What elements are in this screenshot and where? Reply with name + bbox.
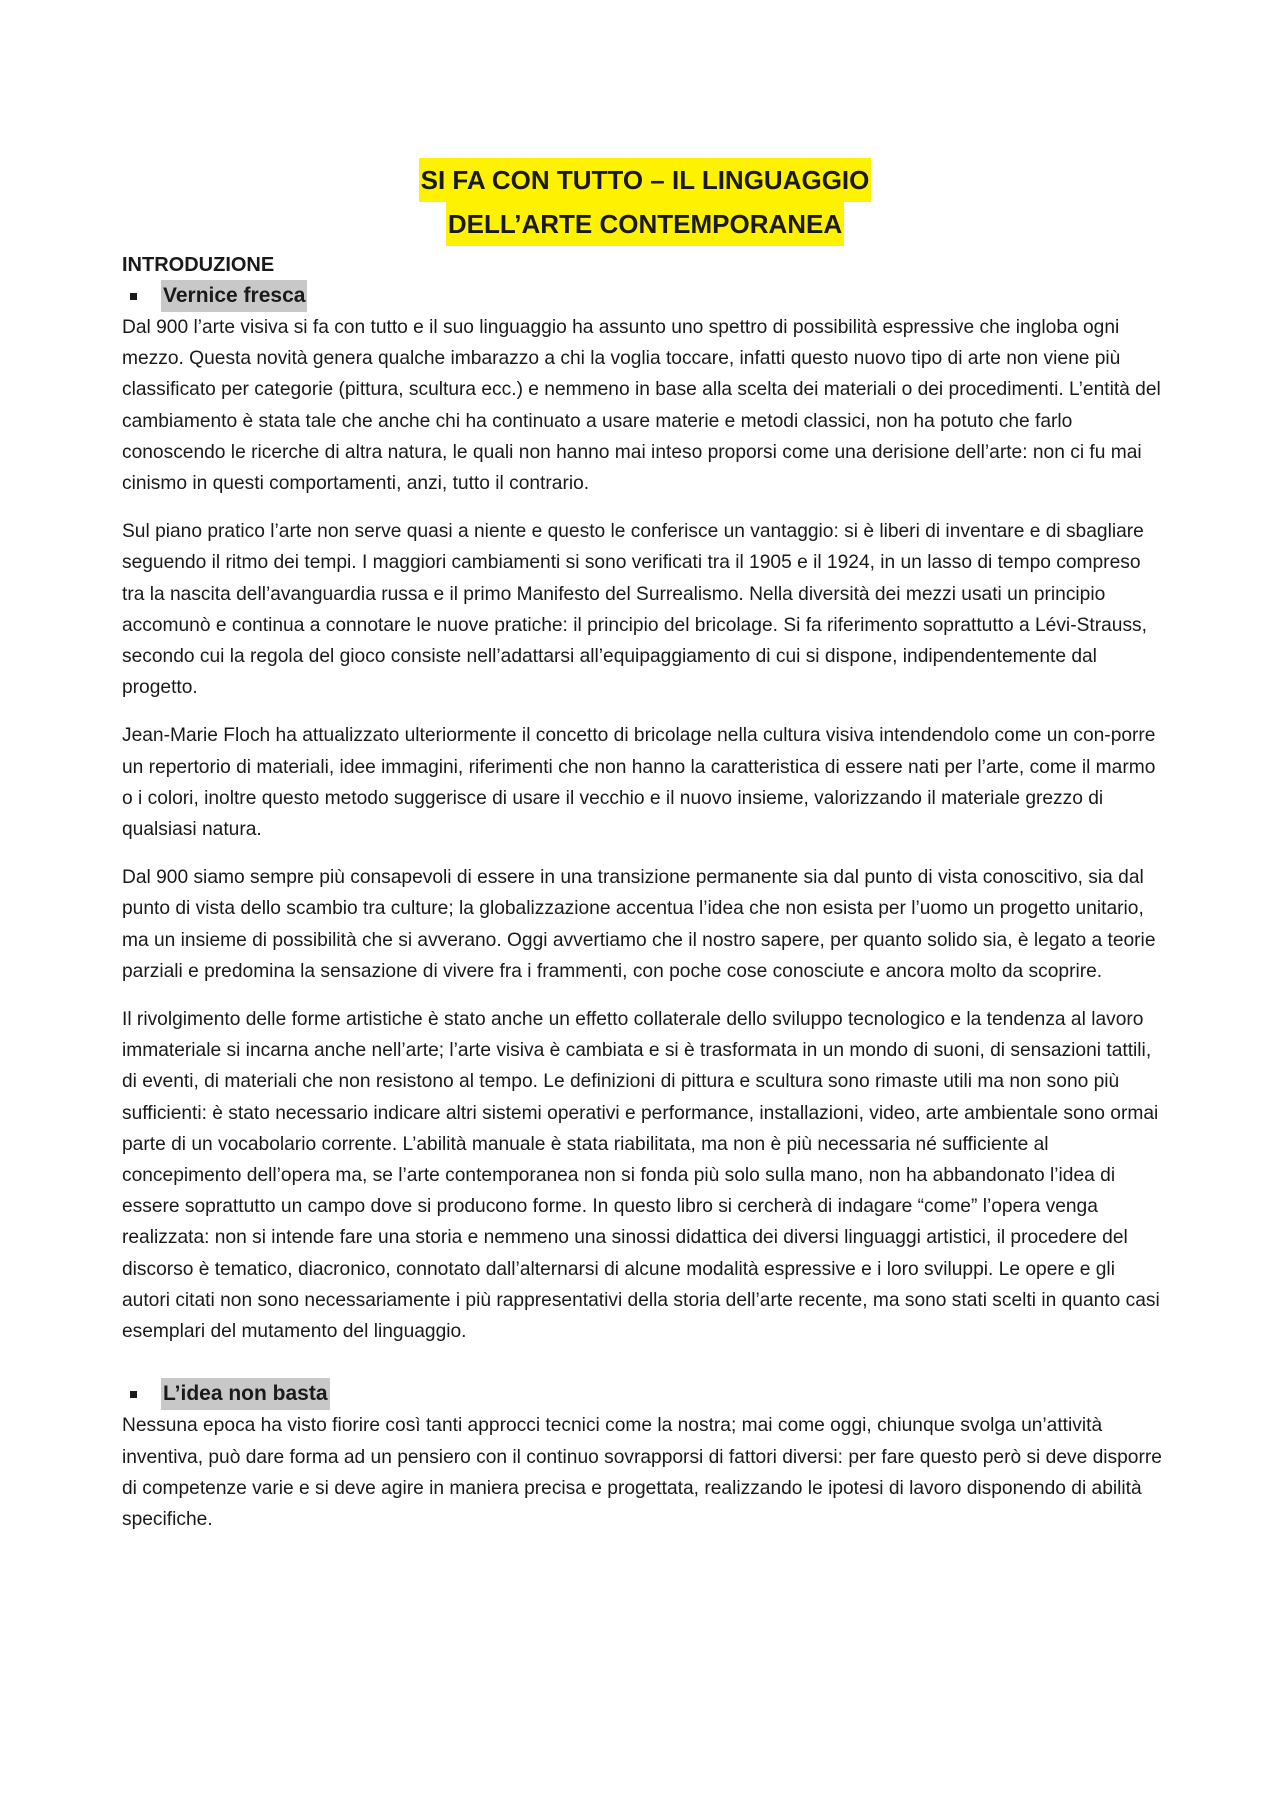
paragraph: Nessuna epoca ha visto fiorire così tanti approcci tecnici come la nostra; mai come oggi, chiunque svolga un’attività inventiva, può dare forma ad un pensiero con il continuo sovrapporsi di fattori diversi: per fare questo però si deve disporre di competenze varie e si deve agire in maniera precisa e progettata, realizzando le ipotesi di lavoro disponendo di abilità specifiche. xyxy=(122,1415,1162,1530)
square-bullet-icon xyxy=(130,293,137,300)
bullet-heading-label: Vernice fresca xyxy=(161,280,307,312)
paragraph: Jean-Marie Floch ha attualizzato ulteriormente il concetto di bricolage nella cultura visiva intendendolo come un con-porre un repertorio di materiali, idee immagini, riferimenti che non hanno la caratteristica di essere nati per l’arte, come il marmo o i colori, inoltre questo metodo suggerisce di usare il vecchio e il nuovo insieme, valorizzando il materiale grezzo di qualsiasi natura. xyxy=(122,725,1156,841)
bullet-heading-idea-non-basta xyxy=(122,1378,1168,1410)
document-page xyxy=(122,158,1168,1552)
bullet-heading-label: L’idea non basta xyxy=(161,1378,330,1410)
paragraph: Dal 900 l’arte visiva si fa con tutto e il suo linguaggio ha assunto uno spettro di possibilità espressive che ingloba ogni mezzo. Questa novità genera qualche imbarazzo a chi la voglia toccare, infatti questo nuovo tipo di arte non viene più classificato per categorie (pittura, scultura ecc.) e nemmeno in base alla scelta dei materiali o dei procedimenti. L’entità del cambiamento è stata tale che anche chi ha continuato a usare materie e metodi classici, non ha potuto che farlo conoscendo le ricerche di altra natura, le quali non hanno mai inteso proporsi come una derisione dell’arte: non ci fu mai cinismo in questi comportamenti, anzi, tutto il contrario. xyxy=(122,317,1161,495)
paragraph: Sul piano pratico l’arte non serve quasi a niente e questo le conferisce un vantaggio: si è liberi di inventare e di sbagliare seguendo il ritmo dei tempi. I maggiori cambiamenti si sono verificati tra il 1905 e il 1924, in un lasso di tempo compreso tra la nascita dell’avanguardia russa e il primo Manifesto del Surrealismo. Nella diversità dei mezzi usati un principio accomunò e continua a connotare le nuove pratiche: il principio del bricolage. Si fa riferimento soprattutto a Lévi-Strauss, secondo cui la regola del gioco consiste nell’adattarsi all’equipaggiamento di cui si dispone, indipendentemente dal progetto. xyxy=(122,521,1147,699)
paragraph: Dal 900 siamo sempre più consapevoli di essere in una transizione permanente sia dal punto di vista conoscitivo, sia dal punto di vista dello scambio tra culture; la globalizzazione accentua l’idea che non esista per l’uomo un progetto unitario, ma un insieme di possibilità che si avverano. Oggi avvertiamo che il nostro sapere, per quanto solido sia, è legato a teorie parziali e predomina la sensazione di vivere fra i frammenti, con poche cose conosciute e ancora molto da scoprire. xyxy=(122,867,1156,982)
spacer xyxy=(122,1364,1168,1378)
paragraph: Il rivolgimento delle forme artistiche è stato anche un effetto collaterale dello sviluppo tecnologico e la tendenza al lavoro immateriale si incarna anche nell’arte; l’arte visiva è cambiata e si è trasformata in un mondo di suoni, di sensazioni tattili, di eventi, di materiali che non resistono al tempo. Le definizioni di pittura e scultura sono rimaste utili ma non sono più sufficienti: è stato necessario indicare altri sistemi operativi e performance, installazioni, video, arte ambientale sono ormai parte di un vocabolario corrente. L’abilità manuale è stata riabilitata, ma non è più necessaria né sufficiente al concepimento dell’opera ma, se l’arte contemporanea non si fonda più solo sulla mano, non ha abbandonato l’idea di essere soprattutto un campo dove si producono forme. In questo libro si cercherà di indagare “come” l’opera venga realizzata: non si intende fare una storia e nemmeno una sinossi didattica dei diversi linguaggi artistici, il procedere del discorso è tematico, diacronico, connotato dall’alternarsi di alcune modalità espressive e i loro sviluppi. Le opere e gli autori citati non sono necessariamente i più rappresentativi della storia dell’arte recente, ma sono stati scelti in quanto casi esemplari del mutamento del linguaggio. xyxy=(122,1009,1160,1343)
section-heading: INTRODUZIONE xyxy=(122,254,275,276)
title-line-1: SI FA CON TUTTO – IL LINGUAGGIO xyxy=(419,158,872,202)
title-line-2: DELL’ARTE CONTEMPORANEA xyxy=(446,202,844,246)
square-bullet-icon xyxy=(130,1391,137,1398)
document-title xyxy=(122,158,1168,246)
bullet-heading-vernice-fresca xyxy=(122,280,1168,312)
